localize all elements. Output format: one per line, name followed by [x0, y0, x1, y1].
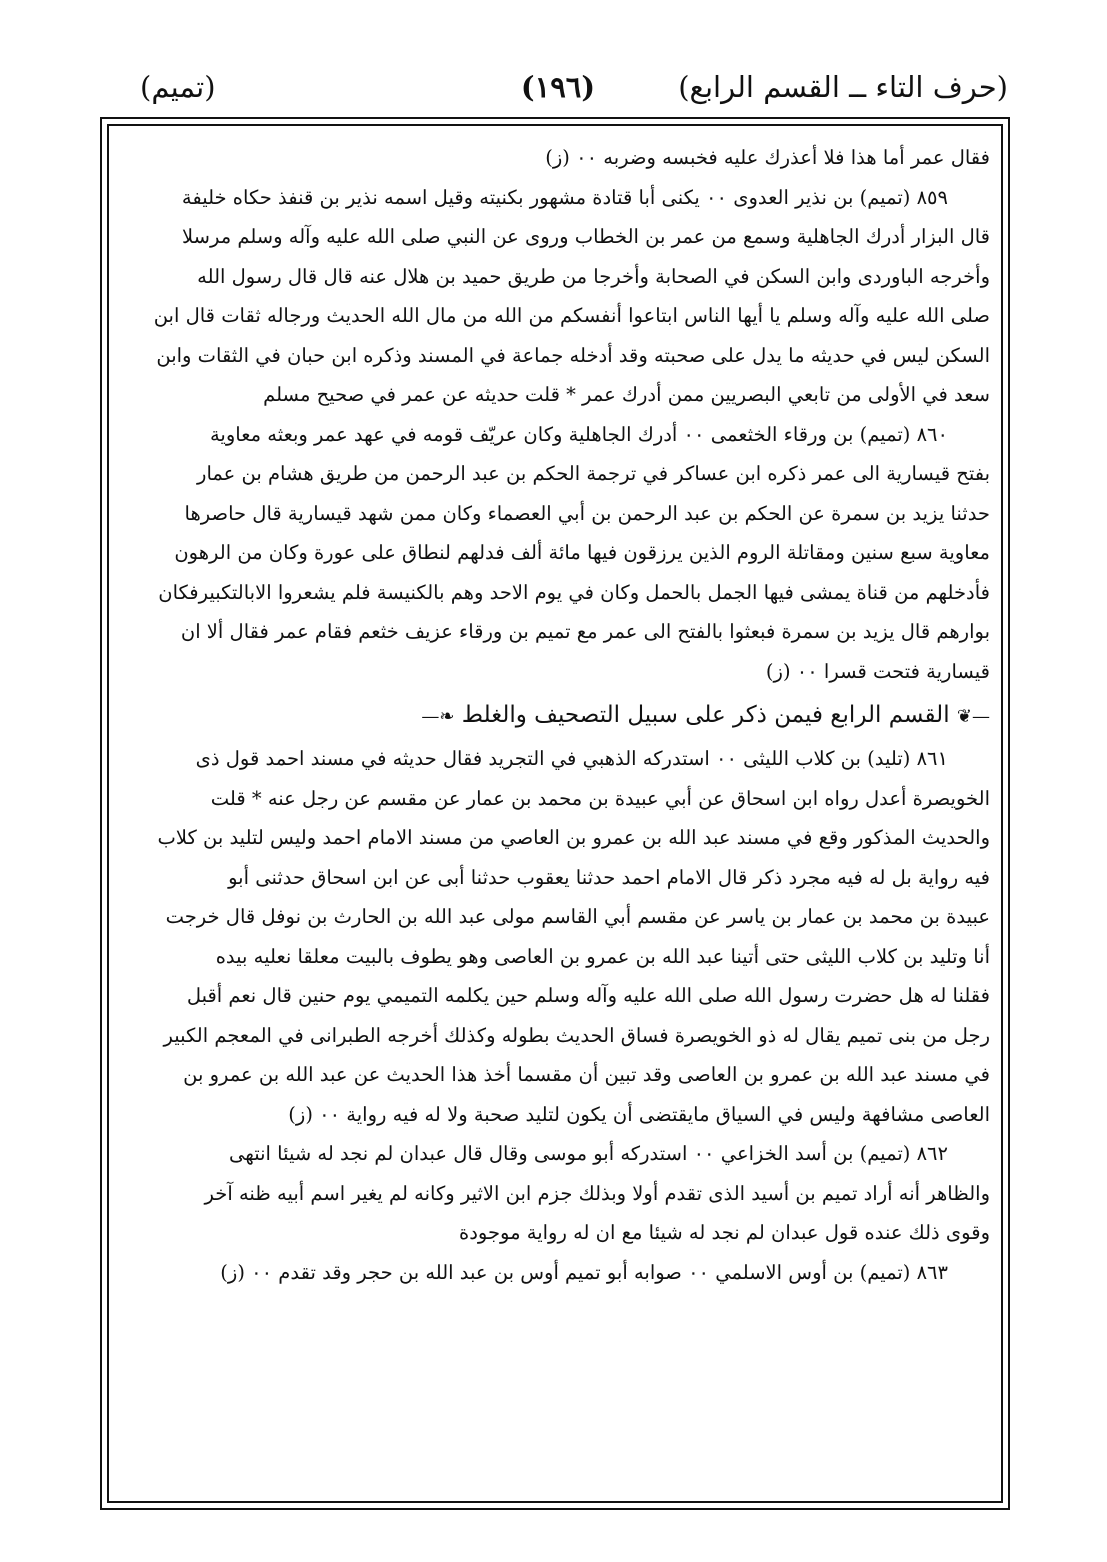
text-line: أنا وتليد بن كلاب الليثى حتى أتينا عبد الله بن عمرو بن العاصى وهو يطوف بالبيت معلقا نعليه بيده [215, 944, 990, 968]
entry-862: ٨٦٢ (تميم) بن أسد الخزاعي ٠٠ استدركه أبو موسى وقال قال عبدان لم نجد له شيئا انتهى [228, 1142, 948, 1165]
text-line: معاوية سبع سنين ومقاتلة الروم الذين يرزقون فيها مائة ألف فدلهم لنطاق على عورة وكان من الرهون [174, 541, 990, 564]
running-title: (حرف التاء ــ القسم الرابع) [678, 70, 1008, 104]
ornament-right-icon: —❦ [956, 706, 990, 727]
text-line: العاصى مشافهة وليس في السياق مايقتضى أن يكون لتليد صحبة ولا له فيه رواية ٠٠ (ز) [288, 1102, 990, 1126]
text-line: قيسارية فتحت قسرا ٠٠ (ز) [765, 659, 990, 683]
text-line: حدثنا يزيد بن سمرة عن الحكم بن عبد الرحمن بن أبي العصماء وكان ممن شهد قيسارية قال حاصرها [184, 501, 990, 525]
entry-859: ٨٥٩ (تميم) بن نذير العدوى ٠٠ يكنى أبا قتادة مشهور بكنيته وقيل اسمه نذير بن قنفذ حكاه خليفة [181, 185, 948, 209]
entry-861: ٨٦١ (تليد) بن كلاب الليثى ٠٠ استدركه الذهبي في التجريد فقال حديثه في مسند احمد قول ذى [195, 747, 948, 770]
entry-860: ٨٦٠ (تميم) بن ورقاء الخثعمى ٠٠ أدرك الجاهلية وكان عريّف قومه في عهد عمر وبعثه معاوية [209, 422, 948, 446]
text-line: قال البزار أدرك الجاهلية وسمع من عمر بن الخطاب وروى عن النبي صلى الله عليه وآله وسلم مرسلا [181, 225, 990, 248]
entry-863: ٨٦٣ (تميم) بن أوس الاسلمي ٠٠ صوابه أبو تميم أوس بن عبد الله بن حجر وقد تقدم ٠٠ (ز) [220, 1260, 948, 1284]
text-line: والحديث المذكور وقع في مسند عبد الله بن عمرو بن العاصي من مسند الامام احمد وليس لتليد بن كلاب [157, 826, 990, 849]
entry-keyword: (تميم) [140, 70, 216, 104]
text-line: السكن ليس في حديثه ما يدل على صحبته وقد أدخله جماعة في المسند وذكره ابن حبان في الثقات وابن [156, 343, 990, 367]
text-line: سعد في الأولى من تابعي البصريين ممن أدرك عمر * قلت حديثه عن عمر في صحيح مسلم [263, 383, 990, 406]
text-line: والظاهر أنه أراد تميم بن أسيد الذى تقدم أولا وبذلك جزم ابن الاثير وكانه لم يغير اسم أبيه ظنه آخر [204, 1181, 990, 1205]
page-header [100, 62, 1016, 112]
text-line: بفتح قيسارية الى عمر ذكره ابن عساكر في ترجمة الحكم بن عبد الرحمن من طريق هشام بن عمار [197, 462, 990, 485]
section-heading [122, 691, 990, 739]
text-line: بوارهم قال يزيد بن سمرة فبعثوا بالفتح الى عمر مع تميم بن ورقاء عزيف خثعم فقام عمر فقال ألا ان [180, 620, 990, 643]
page-number: (١٩٦) [520, 70, 596, 104]
page-body [122, 138, 990, 1292]
text-line: الخويصرة أعدل رواه ابن اسحاق عن أبي عبيدة بن محمد بن عمار عن مقسم عن رجل عنه * قلت [210, 786, 990, 810]
text-line: وقوى ذلك عنده قول عبدان لم نجد له شيئا مع ان له رواية موجودة [459, 1221, 990, 1244]
text-line: رجل من بنى تميم يقال له ذو الخويصرة فساق الحديث بطوله وكذلك أخرجه الطبرانى في المعجم الكبير [163, 1023, 990, 1047]
text-line: فأدخلهم من قناة يمشى فيها الجمل بالحمل وكان في يوم الاحد وهم بالكنيسة فلم يشعروا الابالتكبيرفكان [158, 580, 990, 604]
text-line: وأخرجه الباوردى وابن السكن في الصحابة وأخرجا من طريق حميد بن هلال عنه قال قال رسول الله [197, 264, 990, 288]
text-line: فقلنا له هل حضرت رسول الله صلى الله عليه وآله وسلم حين يكلمه التميمي يوم حنين قال نعم أقبل [186, 984, 990, 1007]
text-line: صلى الله عليه وآله وسلم يا أيها الناس ابتاعوا أنفسكم من الله من مال الله الحديث ورجاله ثقات قال ابن [153, 304, 990, 327]
ornament-left-icon: ❧— [421, 706, 455, 727]
text-line: عبيدة بن محمد بن عمار بن ياسر عن مقسم أبي القاسم مولى عبد الله بن الحارث بن نوفل قال خرجت [165, 905, 990, 928]
text-line: فقال عمر أما هذا فلا أعذرك عليه فخبسه وضربه ٠٠ (ز) [545, 146, 990, 169]
text-line: فيه رواية بل له فيه مجرد ذكر قال الامام احمد حدثنا يعقوب حدثنا أبى عن ابن اسحاق حدثنى أبو [228, 865, 990, 889]
section-title: القسم الرابع فيمن ذكر على سبيل التصحيف والغلط [461, 702, 950, 728]
text-line: في مسند عبد الله بن عمرو بن العاصى وقد تبين أن مقسما أخذ هذا الحديث عن عبد الله بن عمرو بن [183, 1063, 990, 1086]
